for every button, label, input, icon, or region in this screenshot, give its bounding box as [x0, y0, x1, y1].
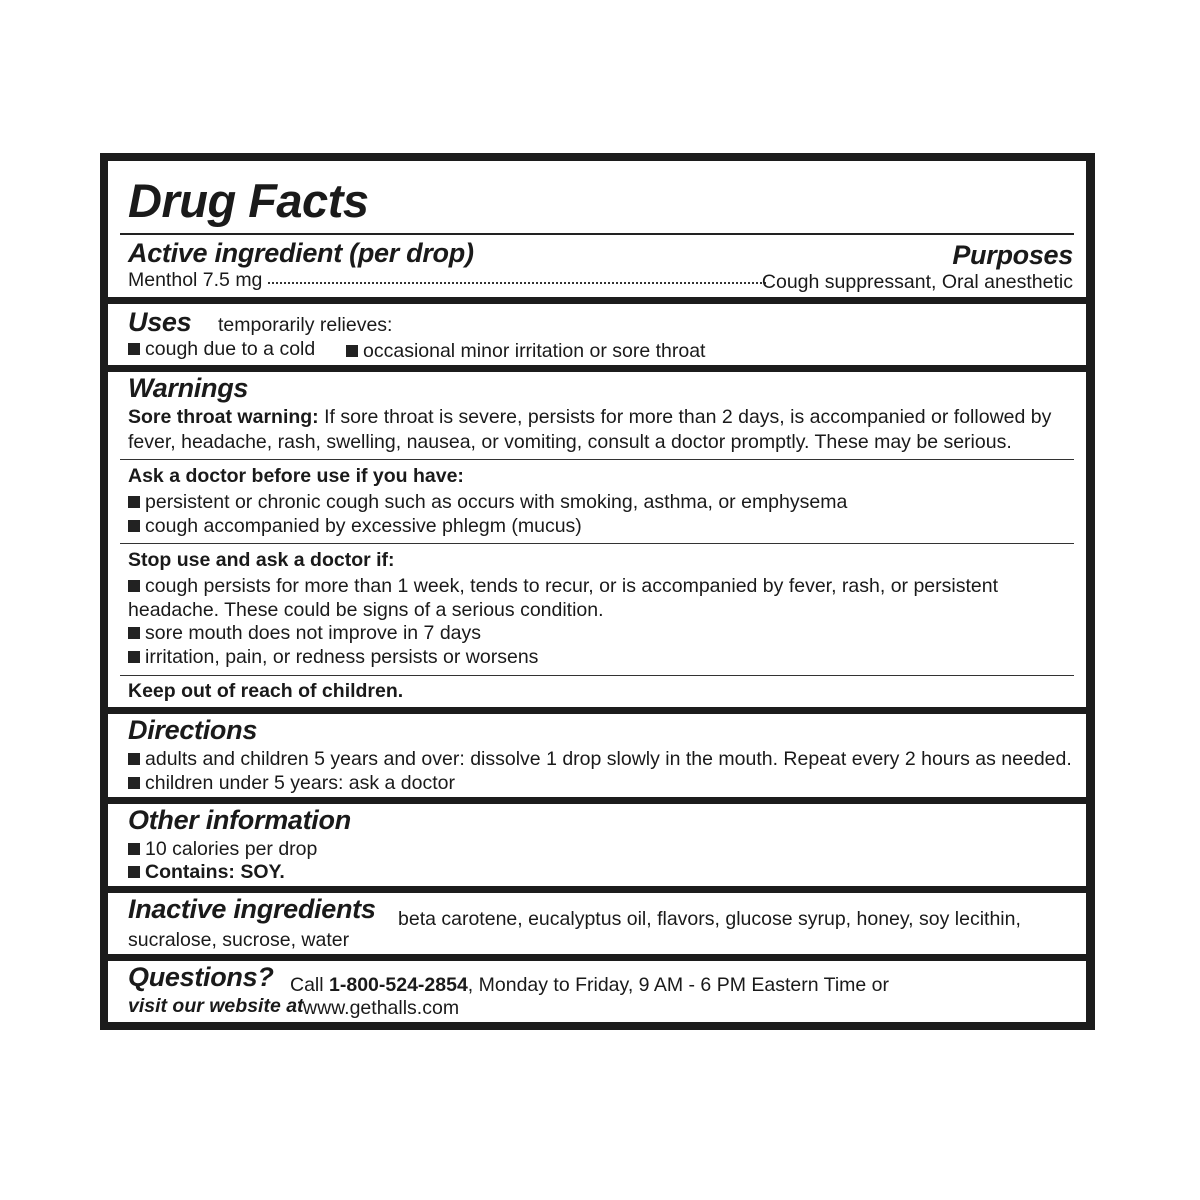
bullet-square [128, 777, 140, 789]
bullet-square [128, 753, 140, 765]
ask-doctor-item: cough accompanied by excessive phlegm (mucus) [128, 515, 582, 538]
uses-item: cough due to a cold [128, 338, 315, 361]
uses-item: occasional minor irritation or sore throat [346, 340, 705, 363]
bullet-square [128, 580, 140, 592]
warnings-subdivider [120, 675, 1074, 676]
stop-use-heading: Stop use and ask a doctor if: [128, 549, 395, 571]
sore-throat-warning-cont: fever, headache, rash, swelling, nausea, or vomiting, consult a doctor promptly. These may be serious. [128, 431, 1012, 453]
bullet-square [128, 866, 140, 878]
drug-facts-panel [100, 153, 1095, 1030]
website-label: visit our website at [128, 995, 304, 1017]
purposes-heading: Purposes [952, 240, 1073, 270]
bullet-square [128, 843, 140, 855]
directions-heading: Directions [128, 715, 258, 745]
ask-doctor-item: persistent or chronic cough such as occurs with smoking, asthma, or emphysema [128, 491, 847, 514]
title-divider [120, 233, 1074, 235]
website-url: www.gethalls.com [303, 997, 460, 1019]
section-divider-uses [108, 297, 1086, 304]
bullet-square [128, 520, 140, 532]
bullet-square [128, 496, 140, 508]
purpose-value: Cough suppressant, Oral anesthetic [761, 271, 1073, 293]
drug-facts-title: Drug Facts [128, 174, 369, 227]
stop-use-item: irritation, pain, or redness persists or worsens [128, 646, 538, 669]
active-ingredient-value: Menthol 7.5 mg [128, 269, 263, 291]
bullet-square [128, 627, 140, 639]
section-divider-other-info [108, 797, 1086, 804]
sore-throat-warning: Sore throat warning: If sore throat is severe, persists for more than 2 days, is accompanied or followed by [128, 406, 1052, 428]
section-divider-questions [108, 954, 1086, 961]
stop-use-item: cough persists for more than 1 week, tends to recur, or is accompanied by fever, rash, or persistent [128, 575, 998, 598]
questions-heading: Questions? [128, 962, 274, 992]
warnings-subdivider [120, 459, 1074, 460]
bullet-square [346, 345, 358, 357]
other-info-item: 10 calories per drop [128, 838, 317, 861]
section-divider-inactive [108, 886, 1086, 893]
other-info-item: Contains: SOY. [128, 861, 285, 884]
directions-item: adults and children 5 years and over: dissolve 1 drop slowly in the mouth. Repeat every 2 hours as needed. [128, 748, 1072, 771]
uses-intro: temporarily relieves: [218, 314, 393, 336]
section-divider-directions [108, 707, 1086, 714]
other-info-heading: Other information [128, 805, 351, 835]
active-ingredient-heading: Active ingredient (per drop) [128, 238, 474, 268]
bullet-square [128, 343, 140, 355]
bullet-square [128, 651, 140, 663]
phone-number: 1-800-524-2854 [329, 974, 468, 996]
stop-use-item-cont: headache. These could be signs of a serious condition. [128, 599, 604, 621]
warnings-subdivider [120, 543, 1074, 544]
inactive-ingredients-heading: Inactive ingredients [128, 894, 376, 924]
stop-use-item: sore mouth does not improve in 7 days [128, 622, 481, 645]
inactive-ingredients-list: beta carotene, eucalyptus oil, flavors, glucose syrup, honey, soy lecithin, [398, 908, 1021, 930]
ask-doctor-heading: Ask a doctor before use if you have: [128, 465, 464, 487]
inactive-ingredients-list-cont: sucralose, sucrose, water [128, 929, 350, 951]
section-divider-warnings [108, 365, 1086, 372]
keep-out-of-reach: Keep out of reach of children. [128, 680, 404, 702]
directions-item: children under 5 years: ask a doctor [128, 772, 455, 795]
dot-leader [268, 282, 766, 284]
warnings-heading: Warnings [128, 373, 249, 403]
uses-heading: Uses [128, 307, 192, 337]
questions-call: Call 1-800-524-2854, Monday to Friday, 9 AM - 6 PM Eastern Time or [290, 974, 889, 996]
